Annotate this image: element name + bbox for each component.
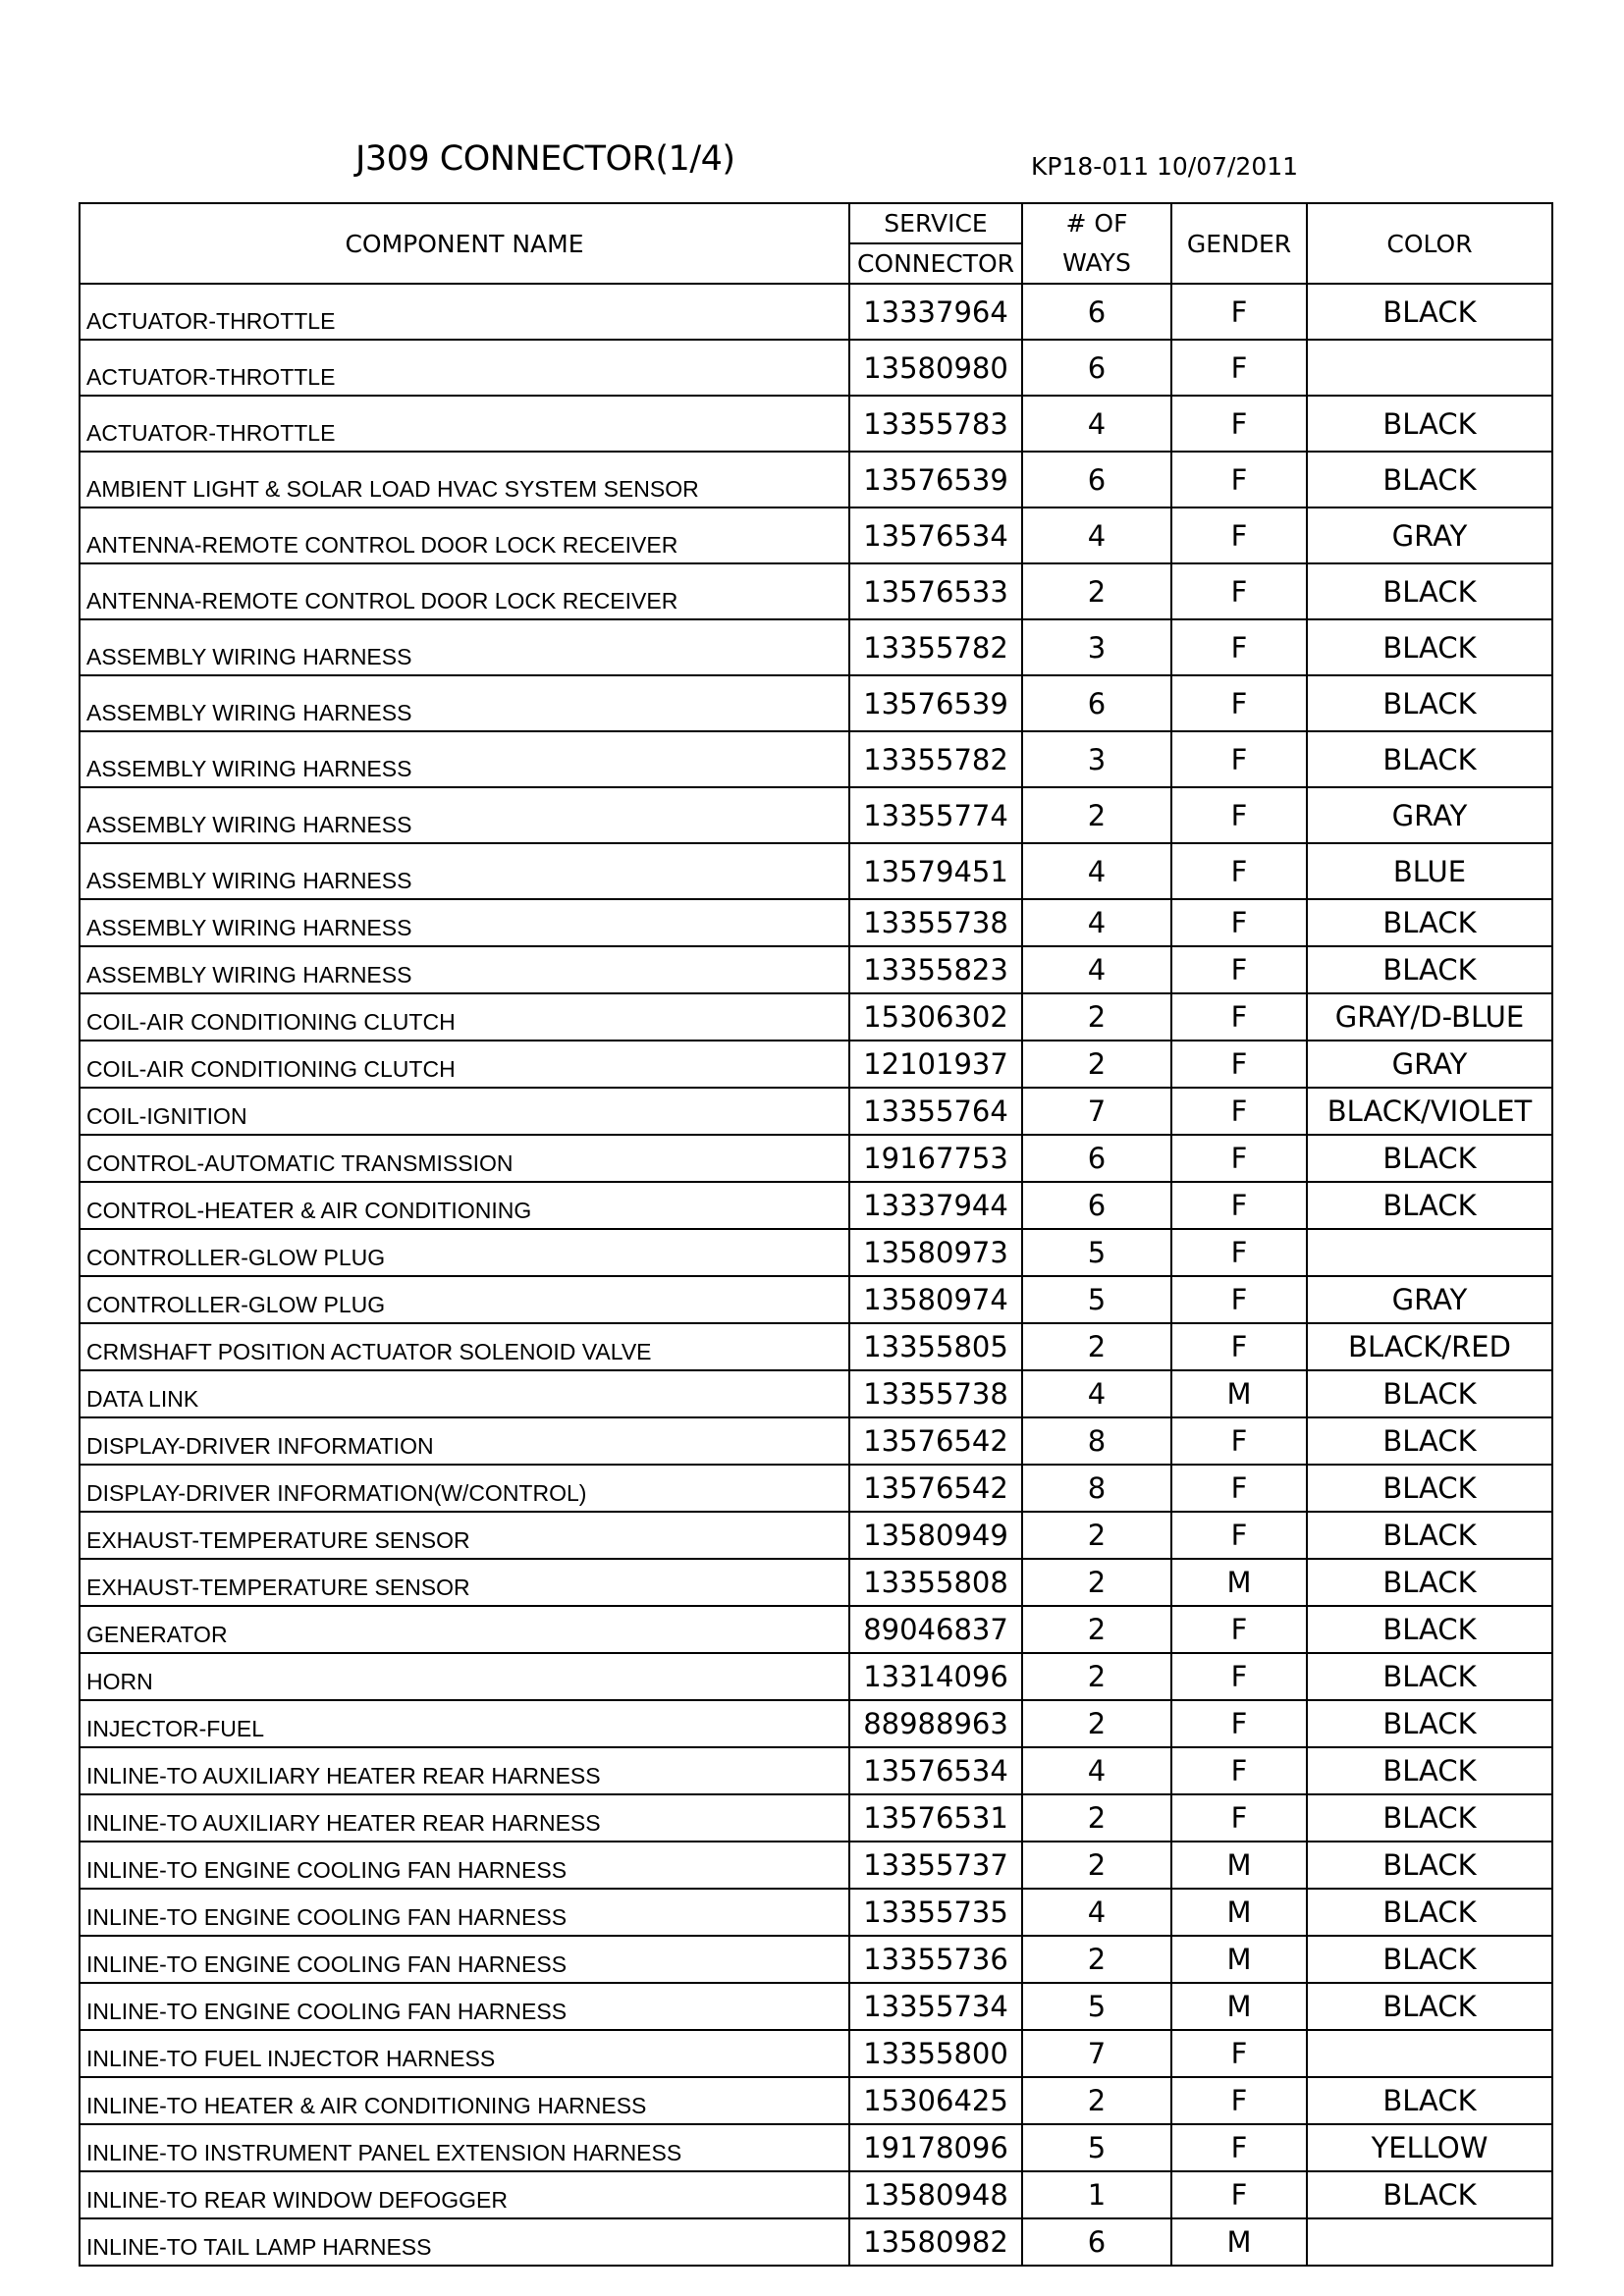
color-cell: BLACK: [1307, 1465, 1552, 1512]
gender-cell: F: [1171, 396, 1307, 452]
service-connector-cell: 15306302: [849, 993, 1022, 1041]
table-row: [80, 787, 1552, 843]
column-header-ways: [1022, 203, 1171, 284]
color-cell: BLACK: [1307, 731, 1552, 787]
gender-cell: F: [1171, 675, 1307, 731]
component-name-cell: ACTUATOR-THROTTLE: [80, 340, 849, 396]
ways-cell: 1: [1022, 2171, 1171, 2218]
service-connector-cell: 13355800: [849, 2030, 1022, 2077]
service-connector-cell: 13580948: [849, 2171, 1022, 2218]
color-cell: BLACK: [1307, 2077, 1552, 2124]
component-name-cell: INLINE-TO TAIL LAMP HARNESS: [80, 2218, 849, 2266]
component-name-cell: INLINE-TO ENGINE COOLING FAN HARNESS: [80, 1842, 849, 1889]
table-row: [80, 1889, 1552, 1936]
service-connector-cell: 12101937: [849, 1041, 1022, 1088]
ways-cell: 4: [1022, 946, 1171, 993]
service-connector-cell: 13355782: [849, 731, 1022, 787]
table-row: [80, 1135, 1552, 1182]
gender-cell: F: [1171, 507, 1307, 563]
gender-cell: F: [1171, 2030, 1307, 2077]
component-name-cell: EXHAUST-TEMPERATURE SENSOR: [80, 1512, 849, 1559]
gender-cell: F: [1171, 1653, 1307, 1700]
column-header-color: COLOR: [1307, 203, 1552, 284]
component-name-cell: ASSEMBLY WIRING HARNESS: [80, 899, 849, 946]
ways-cell: 4: [1022, 1889, 1171, 1936]
ways-cell: 7: [1022, 1088, 1171, 1135]
ways-cell: 3: [1022, 619, 1171, 675]
service-connector-cell: 13580974: [849, 1276, 1022, 1323]
service-connector-cell: 19167753: [849, 1135, 1022, 1182]
gender-cell: F: [1171, 1229, 1307, 1276]
color-cell: BLACK: [1307, 1700, 1552, 1747]
color-cell: BLACK: [1307, 1370, 1552, 1417]
component-name-cell: CONTROLLER-GLOW PLUG: [80, 1276, 849, 1323]
service-connector-cell: 13337944: [849, 1182, 1022, 1229]
service-connector-cell: 13355738: [849, 899, 1022, 946]
gender-cell: F: [1171, 1747, 1307, 1794]
component-name-cell: ANTENNA-REMOTE CONTROL DOOR LOCK RECEIVER: [80, 563, 849, 619]
service-connector-cell: 13355737: [849, 1842, 1022, 1889]
table-row: [80, 1229, 1552, 1276]
service-connector-cell: 13355823: [849, 946, 1022, 993]
gender-cell: F: [1171, 1794, 1307, 1842]
component-name-cell: INLINE-TO AUXILIARY HEATER REAR HARNESS: [80, 1794, 849, 1842]
component-name-cell: INLINE-TO ENGINE COOLING FAN HARNESS: [80, 1983, 849, 2030]
ways-cell: 4: [1022, 396, 1171, 452]
component-name-cell: ANTENNA-REMOTE CONTROL DOOR LOCK RECEIVER: [80, 507, 849, 563]
table-row: [80, 1653, 1552, 1700]
service-connector-cell: 13580973: [849, 1229, 1022, 1276]
gender-cell: F: [1171, 2171, 1307, 2218]
table-row: [80, 2124, 1552, 2171]
gender-cell: F: [1171, 619, 1307, 675]
color-cell: BLACK: [1307, 619, 1552, 675]
color-cell: BLACK: [1307, 1182, 1552, 1229]
table-row: [80, 1370, 1552, 1417]
table-row: [80, 1936, 1552, 1983]
component-name-cell: ASSEMBLY WIRING HARNESS: [80, 731, 849, 787]
table-row: [80, 396, 1552, 452]
component-name-cell: DISPLAY-DRIVER INFORMATION: [80, 1417, 849, 1465]
color-cell: [1307, 340, 1552, 396]
ways-cell: 2: [1022, 1700, 1171, 1747]
color-cell: BLACK: [1307, 1512, 1552, 1559]
gender-cell: M: [1171, 1936, 1307, 1983]
table-row: [80, 2077, 1552, 2124]
table-row: [80, 1182, 1552, 1229]
gender-cell: M: [1171, 1889, 1307, 1936]
service-connector-cell: 13576531: [849, 1794, 1022, 1842]
color-cell: BLACK: [1307, 1559, 1552, 1606]
component-name-cell: ACTUATOR-THROTTLE: [80, 396, 849, 452]
color-cell: YELLOW: [1307, 2124, 1552, 2171]
gender-cell: F: [1171, 1606, 1307, 1653]
color-cell: BLACK: [1307, 1842, 1552, 1889]
ways-cell: 8: [1022, 1417, 1171, 1465]
component-name-cell: INLINE-TO HEATER & AIR CONDITIONING HARNESS: [80, 2077, 849, 2124]
component-name-cell: INLINE-TO ENGINE COOLING FAN HARNESS: [80, 1889, 849, 1936]
gender-cell: F: [1171, 843, 1307, 899]
color-cell: GRAY/D-BLUE: [1307, 993, 1552, 1041]
ways-cell: 6: [1022, 340, 1171, 396]
gender-cell: M: [1171, 1559, 1307, 1606]
gender-cell: F: [1171, 1465, 1307, 1512]
service-connector-cell: 13580982: [849, 2218, 1022, 2266]
ways-cell: 2: [1022, 1842, 1171, 1889]
service-connector-cell: 13580980: [849, 340, 1022, 396]
gender-cell: F: [1171, 1512, 1307, 1559]
service-connector-cell: 89046837: [849, 1606, 1022, 1653]
service-connector-cell: 13576534: [849, 507, 1022, 563]
gender-cell: F: [1171, 899, 1307, 946]
table-row: [80, 1323, 1552, 1370]
gender-cell: F: [1171, 1041, 1307, 1088]
service-connector-cell: 13576533: [849, 563, 1022, 619]
service-connector-cell: 13355734: [849, 1983, 1022, 2030]
ways-cell: 2: [1022, 787, 1171, 843]
column-header-ways-top: # OF: [1065, 209, 1128, 238]
color-cell: BLACK/RED: [1307, 1323, 1552, 1370]
gender-cell: F: [1171, 1700, 1307, 1747]
service-connector-cell: 13355805: [849, 1323, 1022, 1370]
table-row: [80, 2218, 1552, 2266]
color-cell: BLUE: [1307, 843, 1552, 899]
color-cell: BLACK: [1307, 396, 1552, 452]
gender-cell: F: [1171, 1276, 1307, 1323]
ways-cell: 4: [1022, 1370, 1171, 1417]
component-name-cell: ASSEMBLY WIRING HARNESS: [80, 843, 849, 899]
component-name-cell: ASSEMBLY WIRING HARNESS: [80, 619, 849, 675]
color-cell: BLACK: [1307, 1135, 1552, 1182]
component-name-cell: CRMSHAFT POSITION ACTUATOR SOLENOID VALVE: [80, 1323, 849, 1370]
color-cell: BLACK: [1307, 284, 1552, 340]
component-name-cell: CONTROLLER-GLOW PLUG: [80, 1229, 849, 1276]
column-header-ways-bottom: WAYS: [1062, 248, 1131, 277]
table-row: [80, 340, 1552, 396]
table-row: [80, 507, 1552, 563]
color-cell: BLACK: [1307, 1889, 1552, 1936]
gender-cell: F: [1171, 563, 1307, 619]
gender-cell: F: [1171, 1182, 1307, 1229]
ways-cell: 6: [1022, 284, 1171, 340]
service-connector-cell: 13576542: [849, 1417, 1022, 1465]
component-name-cell: DISPLAY-DRIVER INFORMATION(W/CONTROL): [80, 1465, 849, 1512]
ways-cell: 4: [1022, 843, 1171, 899]
component-name-cell: COIL-AIR CONDITIONING CLUTCH: [80, 1041, 849, 1088]
service-connector-cell: 13355782: [849, 619, 1022, 675]
page-title: J309 CONNECTOR(1/4): [355, 139, 735, 179]
gender-cell: F: [1171, 2077, 1307, 2124]
color-cell: BLACK: [1307, 1606, 1552, 1653]
ways-cell: 6: [1022, 1182, 1171, 1229]
ways-cell: 2: [1022, 1794, 1171, 1842]
gender-cell: F: [1171, 787, 1307, 843]
table-row: [80, 452, 1552, 507]
component-name-cell: COIL-AIR CONDITIONING CLUTCH: [80, 993, 849, 1041]
service-connector-cell: 13355774: [849, 787, 1022, 843]
ways-cell: 2: [1022, 1653, 1171, 1700]
table-row: [80, 993, 1552, 1041]
ways-cell: 5: [1022, 1229, 1171, 1276]
column-header-service-top: SERVICE: [849, 203, 1022, 243]
component-name-cell: INLINE-TO FUEL INJECTOR HARNESS: [80, 2030, 849, 2077]
color-cell: GRAY: [1307, 1041, 1552, 1088]
ways-cell: 7: [1022, 2030, 1171, 2077]
component-name-cell: ACTUATOR-THROTTLE: [80, 284, 849, 340]
color-cell: [1307, 2030, 1552, 2077]
connector-table: [79, 202, 1553, 2267]
column-header-service-bottom: CONNECTOR: [849, 243, 1022, 284]
table-row: [80, 1747, 1552, 1794]
gender-cell: F: [1171, 1323, 1307, 1370]
table-row: [80, 1559, 1552, 1606]
service-connector-cell: 13355738: [849, 1370, 1022, 1417]
service-connector-cell: 13576542: [849, 1465, 1022, 1512]
ways-cell: 2: [1022, 1512, 1171, 1559]
service-connector-cell: 13355783: [849, 396, 1022, 452]
gender-cell: M: [1171, 1842, 1307, 1889]
color-cell: BLACK: [1307, 946, 1552, 993]
service-connector-cell: 13579451: [849, 843, 1022, 899]
table-row: [80, 619, 1552, 675]
service-connector-cell: 13576534: [849, 1747, 1022, 1794]
table-row: [80, 563, 1552, 619]
ways-cell: 8: [1022, 1465, 1171, 1512]
component-name-cell: CONTROL-HEATER & AIR CONDITIONING: [80, 1182, 849, 1229]
table-row: [80, 731, 1552, 787]
gender-cell: F: [1171, 452, 1307, 507]
component-name-cell: ASSEMBLY WIRING HARNESS: [80, 787, 849, 843]
table-row: [80, 1842, 1552, 1889]
color-cell: BLACK/VIOLET: [1307, 1088, 1552, 1135]
ways-cell: 2: [1022, 563, 1171, 619]
ways-cell: 2: [1022, 1041, 1171, 1088]
ways-cell: 6: [1022, 675, 1171, 731]
component-name-cell: DATA LINK: [80, 1370, 849, 1417]
component-name-cell: ASSEMBLY WIRING HARNESS: [80, 946, 849, 993]
gender-cell: M: [1171, 1370, 1307, 1417]
table-row: [80, 675, 1552, 731]
service-connector-cell: 13355808: [849, 1559, 1022, 1606]
ways-cell: 6: [1022, 2218, 1171, 2266]
ways-cell: 2: [1022, 1606, 1171, 1653]
color-cell: [1307, 1229, 1552, 1276]
color-cell: GRAY: [1307, 1276, 1552, 1323]
ways-cell: 5: [1022, 2124, 1171, 2171]
gender-cell: F: [1171, 2124, 1307, 2171]
table-row: [80, 1794, 1552, 1842]
table-row: [80, 1465, 1552, 1512]
ways-cell: 6: [1022, 1135, 1171, 1182]
table-row: [80, 1276, 1552, 1323]
component-name-cell: INLINE-TO INSTRUMENT PANEL EXTENSION HARNESS: [80, 2124, 849, 2171]
color-cell: GRAY: [1307, 787, 1552, 843]
service-connector-cell: 13576539: [849, 675, 1022, 731]
color-cell: BLACK: [1307, 2171, 1552, 2218]
table-row: [80, 2171, 1552, 2218]
ways-cell: 5: [1022, 1276, 1171, 1323]
table-row: [80, 2030, 1552, 2077]
table-row: [80, 1041, 1552, 1088]
component-name-cell: COIL-IGNITION: [80, 1088, 849, 1135]
color-cell: BLACK: [1307, 1983, 1552, 2030]
color-cell: BLACK: [1307, 1794, 1552, 1842]
table-header: [80, 203, 1552, 284]
table-row: [80, 284, 1552, 340]
gender-cell: F: [1171, 1088, 1307, 1135]
color-cell: [1307, 2218, 1552, 2266]
table-row: [80, 843, 1552, 899]
gender-cell: F: [1171, 284, 1307, 340]
color-cell: BLACK: [1307, 1936, 1552, 1983]
column-header-gender: GENDER: [1171, 203, 1307, 284]
table-row: [80, 1606, 1552, 1653]
ways-cell: 2: [1022, 1559, 1171, 1606]
service-connector-cell: 19178096: [849, 2124, 1022, 2171]
component-name-cell: INLINE-TO AUXILIARY HEATER REAR HARNESS: [80, 1747, 849, 1794]
gender-cell: M: [1171, 2218, 1307, 2266]
gender-cell: F: [1171, 1135, 1307, 1182]
component-name-cell: INJECTOR-FUEL: [80, 1700, 849, 1747]
table-row: [80, 1417, 1552, 1465]
color-cell: BLACK: [1307, 675, 1552, 731]
ways-cell: 2: [1022, 1323, 1171, 1370]
gender-cell: F: [1171, 993, 1307, 1041]
gender-cell: F: [1171, 340, 1307, 396]
ways-cell: 2: [1022, 1936, 1171, 1983]
service-connector-cell: 13337964: [849, 284, 1022, 340]
document-reference: KP18-011 10/07/2011: [1031, 152, 1299, 181]
service-connector-cell: 15306425: [849, 2077, 1022, 2124]
color-cell: BLACK: [1307, 1653, 1552, 1700]
table-row: [80, 1088, 1552, 1135]
ways-cell: 4: [1022, 1747, 1171, 1794]
gender-cell: F: [1171, 1417, 1307, 1465]
service-connector-cell: 13355735: [849, 1889, 1022, 1936]
ways-cell: 2: [1022, 2077, 1171, 2124]
component-name-cell: INLINE-TO REAR WINDOW DEFOGGER: [80, 2171, 849, 2218]
color-cell: BLACK: [1307, 1747, 1552, 1794]
table-row: [80, 899, 1552, 946]
component-name-cell: ASSEMBLY WIRING HARNESS: [80, 675, 849, 731]
color-cell: BLACK: [1307, 899, 1552, 946]
ways-cell: 6: [1022, 452, 1171, 507]
service-connector-cell: 13355736: [849, 1936, 1022, 1983]
service-connector-cell: 13580949: [849, 1512, 1022, 1559]
table-row: [80, 1700, 1552, 1747]
ways-cell: 2: [1022, 993, 1171, 1041]
ways-cell: 3: [1022, 731, 1171, 787]
component-name-cell: AMBIENT LIGHT & SOLAR LOAD HVAC SYSTEM SENSOR: [80, 452, 849, 507]
service-connector-cell: 13314096: [849, 1653, 1022, 1700]
ways-cell: 5: [1022, 1983, 1171, 2030]
color-cell: BLACK: [1307, 563, 1552, 619]
ways-cell: 4: [1022, 899, 1171, 946]
color-cell: BLACK: [1307, 1417, 1552, 1465]
table-row: [80, 1512, 1552, 1559]
table-body: [80, 284, 1552, 2266]
color-cell: GRAY: [1307, 507, 1552, 563]
ways-cell: 4: [1022, 507, 1171, 563]
service-connector-cell: 88988963: [849, 1700, 1022, 1747]
component-name-cell: GENERATOR: [80, 1606, 849, 1653]
gender-cell: M: [1171, 1983, 1307, 2030]
component-name-cell: EXHAUST-TEMPERATURE SENSOR: [80, 1559, 849, 1606]
color-cell: BLACK: [1307, 452, 1552, 507]
component-name-cell: INLINE-TO ENGINE COOLING FAN HARNESS: [80, 1936, 849, 1983]
service-connector-cell: 13576539: [849, 452, 1022, 507]
table-row: [80, 946, 1552, 993]
table-row: [80, 1983, 1552, 2030]
column-header-component-name: COMPONENT NAME: [80, 203, 849, 284]
gender-cell: F: [1171, 731, 1307, 787]
gender-cell: F: [1171, 946, 1307, 993]
component-name-cell: HORN: [80, 1653, 849, 1700]
service-connector-cell: 13355764: [849, 1088, 1022, 1135]
component-name-cell: CONTROL-AUTOMATIC TRANSMISSION: [80, 1135, 849, 1182]
